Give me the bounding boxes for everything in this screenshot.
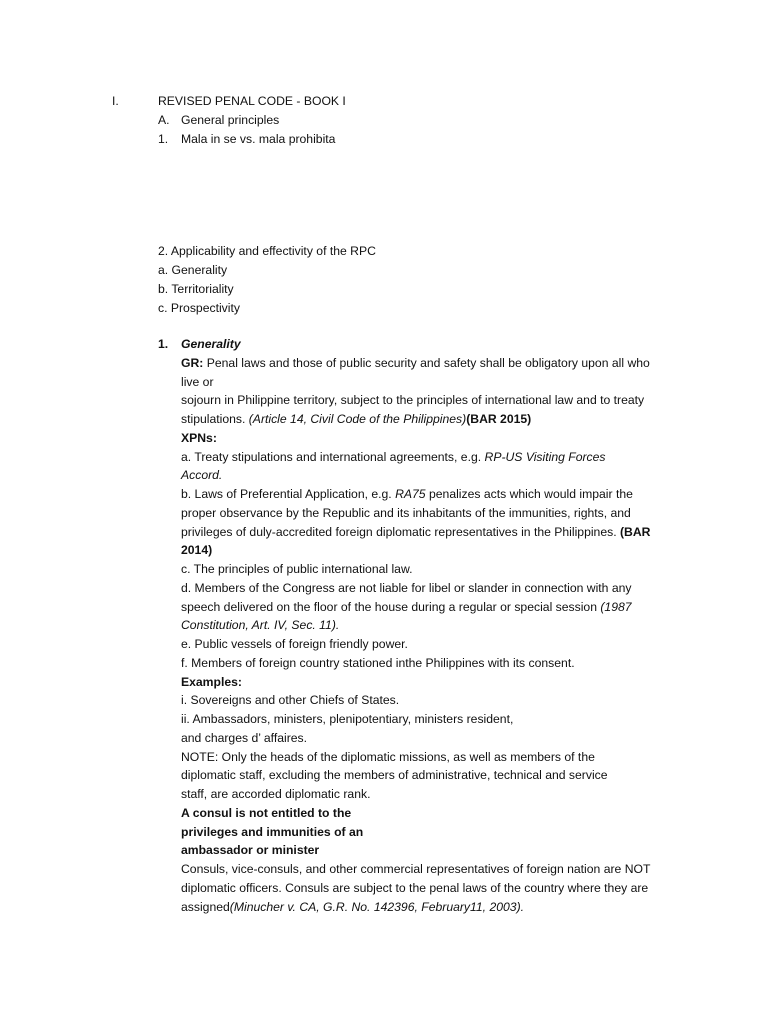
xpn-d-line-2: speech delivered on the floor of the house during a regular or special session (1987 [181, 600, 632, 614]
note-line-3: staff, are accorded diplomatic rank. [181, 787, 371, 801]
example-ii-line-1: ii. Ambassadors, ministers, plenipotentiary, ministers resident, [181, 712, 514, 726]
xpn-b-line-2: proper observance by the Republic and its inhabitants of the immunities, rights, and [181, 506, 631, 520]
xpn-d-line-1: d. Members of the Congress are not liable for libel or slander in connection with any [181, 581, 632, 595]
gr-label: GR: [181, 356, 204, 370]
gr-line-1: GR: Penal laws and those of public security and safety shall be obligatory upon all who [181, 356, 650, 370]
case-citation: (Minucher v. CA, G.R. No. 142396, February11, 2003). [229, 900, 525, 914]
example-ii-line-2: and charges d’ affaires. [181, 731, 308, 745]
xpns-label: XPNs: [181, 431, 217, 445]
generality-title: Generality [181, 337, 241, 351]
note-line-1: NOTE: Only the heads of the diplomatic missions, as well as members of the [181, 750, 595, 764]
section-title: REVISED PENAL CODE - BOOK I [158, 94, 346, 108]
outline-text-1: Mala in se vs. mala prohibita [181, 132, 336, 146]
gr-line-4: stipulations. (Article 14, Civil Code of the Philippines)(BAR 2015) [181, 412, 532, 426]
consuls-line-1: Consuls, vice-consuls, and other commercial representatives of foreign nation are NOT [181, 862, 651, 876]
xpn-b-line-3: privileges of duly-accredited foreign diplomatic representatives in the Philippines. (BAR [181, 525, 651, 539]
bar-tag: (BAR 2015) [466, 412, 532, 426]
note-line-2: diplomatic staff, excluding the members of administrative, technical and service [181, 768, 608, 782]
gr-citation: (Article 14, Civil Code of the Philippines) [248, 412, 467, 426]
example-i: i. Sovereigns and other Chiefs of States. [181, 693, 400, 707]
gr-line-2: live or [181, 375, 214, 389]
applicability-item: b. Territoriality [158, 282, 234, 296]
outline-text-a: General principles [181, 113, 280, 127]
xpn-b-line-1: b. Laws of Preferential Application, e.g. RA75 penalizes acts which would impair the [181, 487, 633, 501]
xpn-a-line-2: Accord. [181, 468, 223, 482]
consuls-line-3: assigned(Minucher v. CA, G.R. No. 142396, February11, 2003). [181, 900, 525, 914]
consuls-line-2: diplomatic officers. Consuls are subject to the penal laws of the country where they are [181, 881, 649, 895]
xpn-e: e. Public vessels of foreign friendly power. [181, 637, 408, 651]
xpn-a-line-1: a. Treaty stipulations and international agreements, e.g. RP-US Visiting Forces [181, 450, 606, 464]
xpn-f: f. Members of foreign country stationed inthe Philippines with its consent. [181, 656, 575, 670]
roman-numeral: I. [112, 94, 119, 108]
consul-heading-line-2: privileges and immunities of an [181, 825, 364, 839]
outline-label-a: A. [158, 113, 170, 127]
xpn-b-line-4: 2014) [181, 543, 213, 557]
generality-number: 1. [158, 337, 169, 351]
applicability-heading: 2. Applicability and effectivity of the RPC [158, 244, 376, 258]
consul-heading-line-3: ambassador or minister [181, 843, 320, 857]
applicability-item: a. Generality [158, 263, 228, 277]
examples-label: Examples: [181, 675, 242, 689]
bar-tag: (BAR [619, 525, 651, 539]
consul-heading-line-1: A consul is not entitled to the [181, 806, 352, 820]
outline-label-1: 1. [158, 132, 169, 146]
xpn-c: c. The principles of public international law. [181, 562, 413, 576]
xpn-d-line-3: Constitution, Art. IV, Sec. 11). [181, 618, 340, 632]
gr-line-3: sojourn in Philippine territory, subject to the principles of international law and to treaty [181, 393, 645, 407]
applicability-item: c. Prospectivity [158, 301, 240, 315]
